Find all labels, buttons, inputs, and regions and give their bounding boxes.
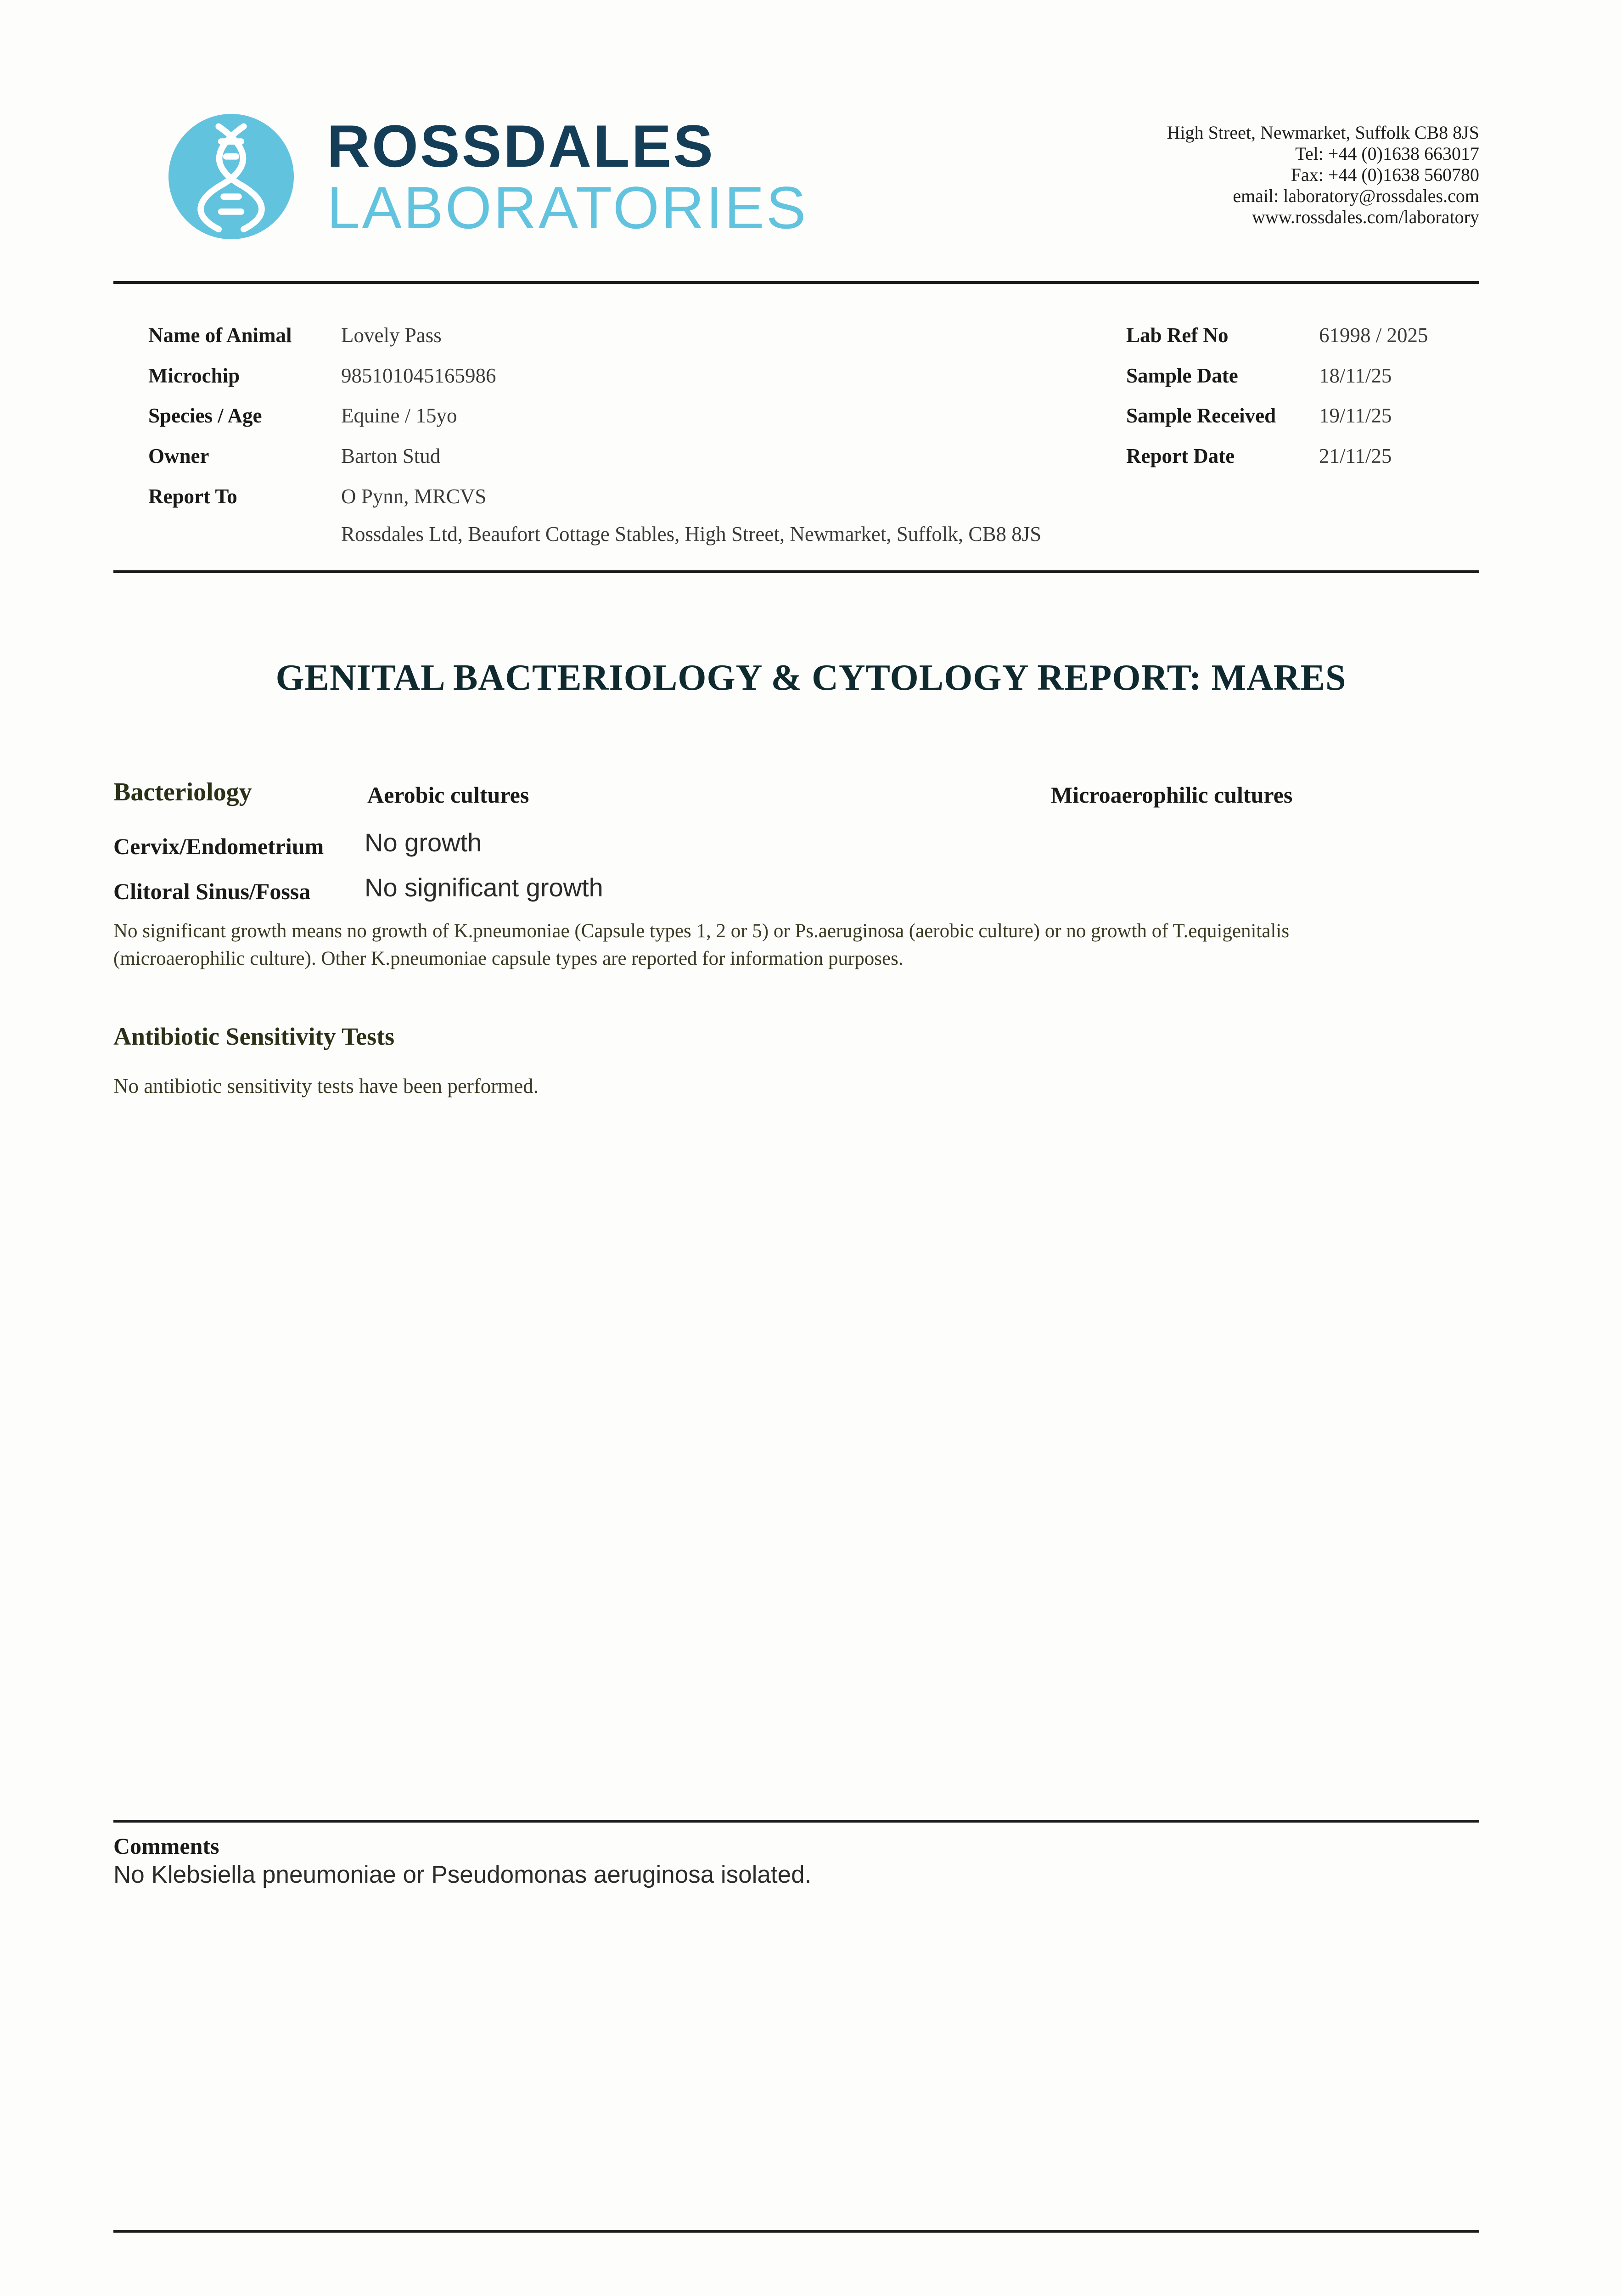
site-cervix-label: Cervix/Endometrium [113,833,324,859]
microaerophilic-cultures-header: Microaerophilic cultures [1051,782,1293,808]
lab-ref-value: 61998 / 2025 [1319,324,1428,347]
footer-divider [113,2230,1479,2233]
sample-date-value: 18/11/25 [1319,364,1392,387]
report-to-label: Report To [148,485,237,508]
bacteriology-note [113,917,1486,973]
animal-name-label: Name of Animal [148,324,292,347]
species-age-value: Equine / 15yo [341,404,457,427]
report-to-value: O Pynn, MRCVS [341,485,487,508]
sample-received-label: Sample Received [1126,404,1276,427]
aerobic-cultures-header: Aerobic cultures [367,782,529,808]
lab-website[interactable]: www.rossdales.com/laboratory [1252,207,1479,227]
owner-label: Owner [148,445,209,467]
lab-fax: Fax: +44 (0)1638 560780 [1291,164,1479,185]
logo-wordmark-line2: LABORATORIES [327,174,808,241]
cervix-aerobic-result: No growth [365,828,482,857]
ast-heading: Antibiotic Sensitivity Tests [113,1023,395,1050]
logo-wordmark-line1: ROSSDALES [327,113,715,180]
lab-email[interactable]: email: laboratory@rossdales.com [1233,186,1479,206]
species-age-label: Species / Age [148,404,262,427]
note-line-2: (microaerophilic culture). Other K.pneumoniae capsule types are reported for information purposes. [113,948,904,969]
report-to-address: Rossdales Ltd, Beaufort Cottage Stables, High Street, Newmarket, Suffolk, CB8 8JS [341,523,1042,546]
microchip-label: Microchip [148,364,240,387]
bacteriology-heading: Bacteriology [113,778,252,806]
header-divider [113,281,1479,284]
report-date-value: 21/11/25 [1319,445,1392,467]
owner-value: Barton Stud [341,445,441,467]
sample-received-value: 19/11/25 [1319,404,1392,427]
note-line-1: No significant growth means no growth of K.pneumoniae (Capsule types 1, 2 or 5) or Ps.aeruginosa (aerobic culture) or no growth of T.equigenitalis [113,920,1290,942]
report-date-label: Report Date [1126,445,1235,467]
info-divider [113,570,1479,573]
site-clitoral-label: Clitoral Sinus/Fossa [113,878,311,904]
report-title: GENITAL BACTERIOLOGY & CYTOLOGY REPORT: MARES [275,658,1347,698]
comments-text: No Klebsiella pneumoniae or Pseudomonas aeruginosa isolated. [113,1861,812,1888]
lab-tel: Tel: +44 (0)1638 663017 [1295,143,1479,164]
lab-address: High Street, Newmarket, Suffolk CB8 8JS [1167,122,1479,143]
ast-text: No antibiotic sensitivity tests have been performed. [113,1075,539,1097]
lab-contact-block [1167,122,1479,228]
sample-date-label: Sample Date [1126,364,1238,387]
dna-logo-icon [168,114,294,239]
clitoral-aerobic-result: No significant growth [365,873,603,902]
animal-name-value: Lovely Pass [341,324,442,347]
microchip-value: 985101045165986 [341,364,496,387]
comments-divider [113,1820,1479,1823]
lab-ref-label: Lab Ref No [1126,324,1229,347]
comments-heading: Comments [113,1833,219,1859]
